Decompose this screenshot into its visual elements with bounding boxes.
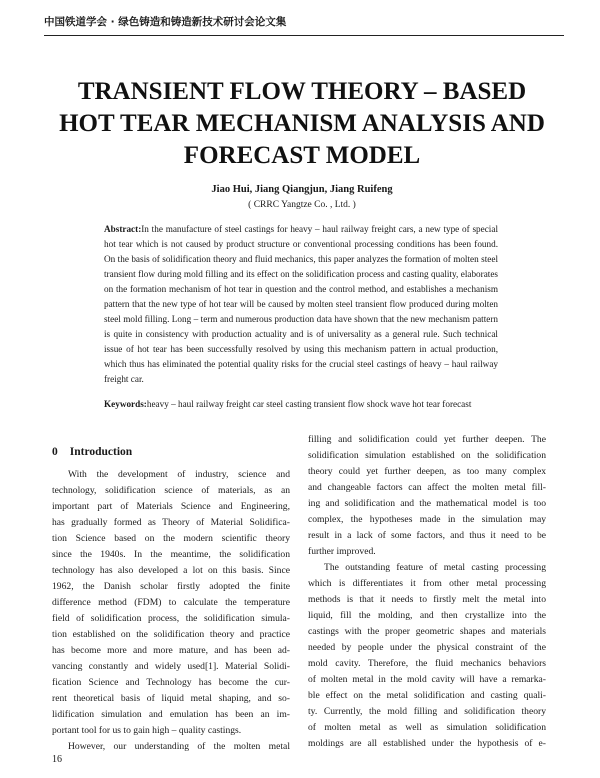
authors: Jiao Hui, Jiang Qiangjun, Jiang Ruifeng xyxy=(211,184,393,195)
paragraph-line: solidification simulation established on the solidification xyxy=(308,450,546,461)
paragraph-line: of molten metal as well as simulation solidification xyxy=(308,722,546,733)
title-line: TRANSIENT FLOW THEORY – BASED xyxy=(77,78,527,105)
paragraph-line: ing and solidification and the mathematical model is too xyxy=(308,498,546,509)
paragraph-line: technology, solidification science of materials, as an xyxy=(52,485,290,496)
paragraph-line: ty. Currently, the mold filling and solidification theory xyxy=(308,706,546,717)
paragraph-line: methods is that it needs to firstly melt the metal into xyxy=(308,594,546,605)
section-title: Introduction xyxy=(69,446,133,458)
paragraph-line: liquid, fill the molding, and then crystallize into the xyxy=(308,610,546,621)
abstract-label: Abstract: xyxy=(104,224,142,234)
running-header: 中国铁道学会 · 绿色铸造和铸造新技术研讨会论文集 xyxy=(44,14,564,36)
paragraph-line: technology has also developed a lot on this basis. Since xyxy=(52,565,290,576)
paragraph-line: tion Science based on the modern scientific theory xyxy=(52,533,290,544)
abstract xyxy=(104,222,498,387)
paragraph-line: fication Science and Technology has become the cur- xyxy=(52,677,290,688)
keywords-label: Keywords: xyxy=(104,399,147,409)
keywords xyxy=(104,397,498,412)
paragraph-line: lidification simulation and emulation has been an im- xyxy=(52,709,290,720)
paragraph-line: has gradually formed as Theory of Material Solidifica- xyxy=(52,517,290,528)
paragraph-line: important part of Materials Science and Engineering, xyxy=(52,501,290,512)
paragraph-line: moldings are all established under the hypothesis of e- xyxy=(308,738,546,749)
paragraph-line: 1962, the Danish scholar firstly adopted the finite xyxy=(52,581,290,592)
paragraph-line: However, our understanding of the molten metal xyxy=(68,741,290,752)
paragraph-line: of molten metal in the mold cavity will have a remarka- xyxy=(308,674,546,685)
paragraph-line: filling and solidification could yet further deepen. The xyxy=(308,434,546,445)
paragraph-line: result in a lack of some factors, and thus it need to be xyxy=(308,530,546,541)
paragraph-line: has become more and more mature, and has been ad- xyxy=(52,645,290,656)
paragraph-line: theory could yet further deepen, as too many complex xyxy=(308,466,546,477)
paragraph-line: since the 1940s. In the meantime, the solidification xyxy=(52,549,290,560)
paper-title xyxy=(40,76,564,172)
title-line: HOT TEAR MECHANISM ANALYSIS AND xyxy=(59,110,545,137)
section-number: 0 xyxy=(52,446,58,458)
page-number: 16 xyxy=(52,754,62,765)
paragraph-line: tion established on the solidification theory and practice xyxy=(52,629,290,640)
paragraph-line: With the development of industry, science and xyxy=(68,469,290,480)
paragraph-line: The outstanding feature of metal casting processing xyxy=(324,562,546,573)
affiliation: ( CRRC Yangtze Co. , Ltd. ) xyxy=(248,200,356,210)
paragraph-line: which is differentiates it from other metal processing xyxy=(308,578,546,589)
paragraph-line: ble effect on the metal solidification and casting quali- xyxy=(308,690,546,701)
paragraph-line: mold cavity. Therefore, the fluid mechanics behaviors xyxy=(308,658,546,669)
abstract-text: In the manufacture of steel castings for heavy – haul railway freight cars, a new type of special hot tear which is not caused by product structure or conventional processing conditions has been found. On the basis of solidification theory and fluid mechanics, this paper analyzes the formation of molten steel transient flow during mold filling and its effect on the solidification process and casting quality, elaborates on the formation mechanism of hot tear in question and the control method, and establishes a mechanism pattern that the new type of hot tear will be caused by molten steel transient flow produced during molten steel mold filling. Long – term and numerous production data have shown that the new mechanism pattern is quite in consistency with production actuality and is of universality as a general rule. Such technical issue of hot tear has been successfully resolved by using this mechanism pattern in actual production, which thus has eliminated the potential quality risks for the crucial steel castings of heavy – haul railway freight car. xyxy=(104,224,498,384)
paragraph-line: castings with the proper geometric shapes and materials xyxy=(308,626,546,637)
keywords-text: heavy – haul railway freight car steel casting transient flow shock wave hot tear forecast xyxy=(146,399,472,409)
paragraph-line: complex, the hypotheses made in the simulation may xyxy=(308,514,546,525)
section-heading xyxy=(52,446,132,458)
right-column xyxy=(308,432,546,752)
paragraph-line: and changeable factors can affect the molten metal fill- xyxy=(308,482,546,493)
paragraph-line: further improved. xyxy=(308,546,376,557)
paragraph-line: portant tool for us to gain high – quality castings. xyxy=(52,725,242,736)
paragraph-line: rent theoretical basis of liquid metal shaping, and so- xyxy=(52,693,290,704)
left-column xyxy=(52,467,290,755)
paragraph-line: difference method (FDM) to calculate the temperature xyxy=(52,597,290,608)
paragraph-line: needed by people under the physical constraint of the xyxy=(308,642,546,653)
title-line: FORECAST MODEL xyxy=(183,142,421,169)
paragraph-line: field of solidification process, the solidification simula- xyxy=(52,613,290,624)
paragraph-line: vancing constantly and widely used[1]. Material Solidi- xyxy=(52,661,290,672)
